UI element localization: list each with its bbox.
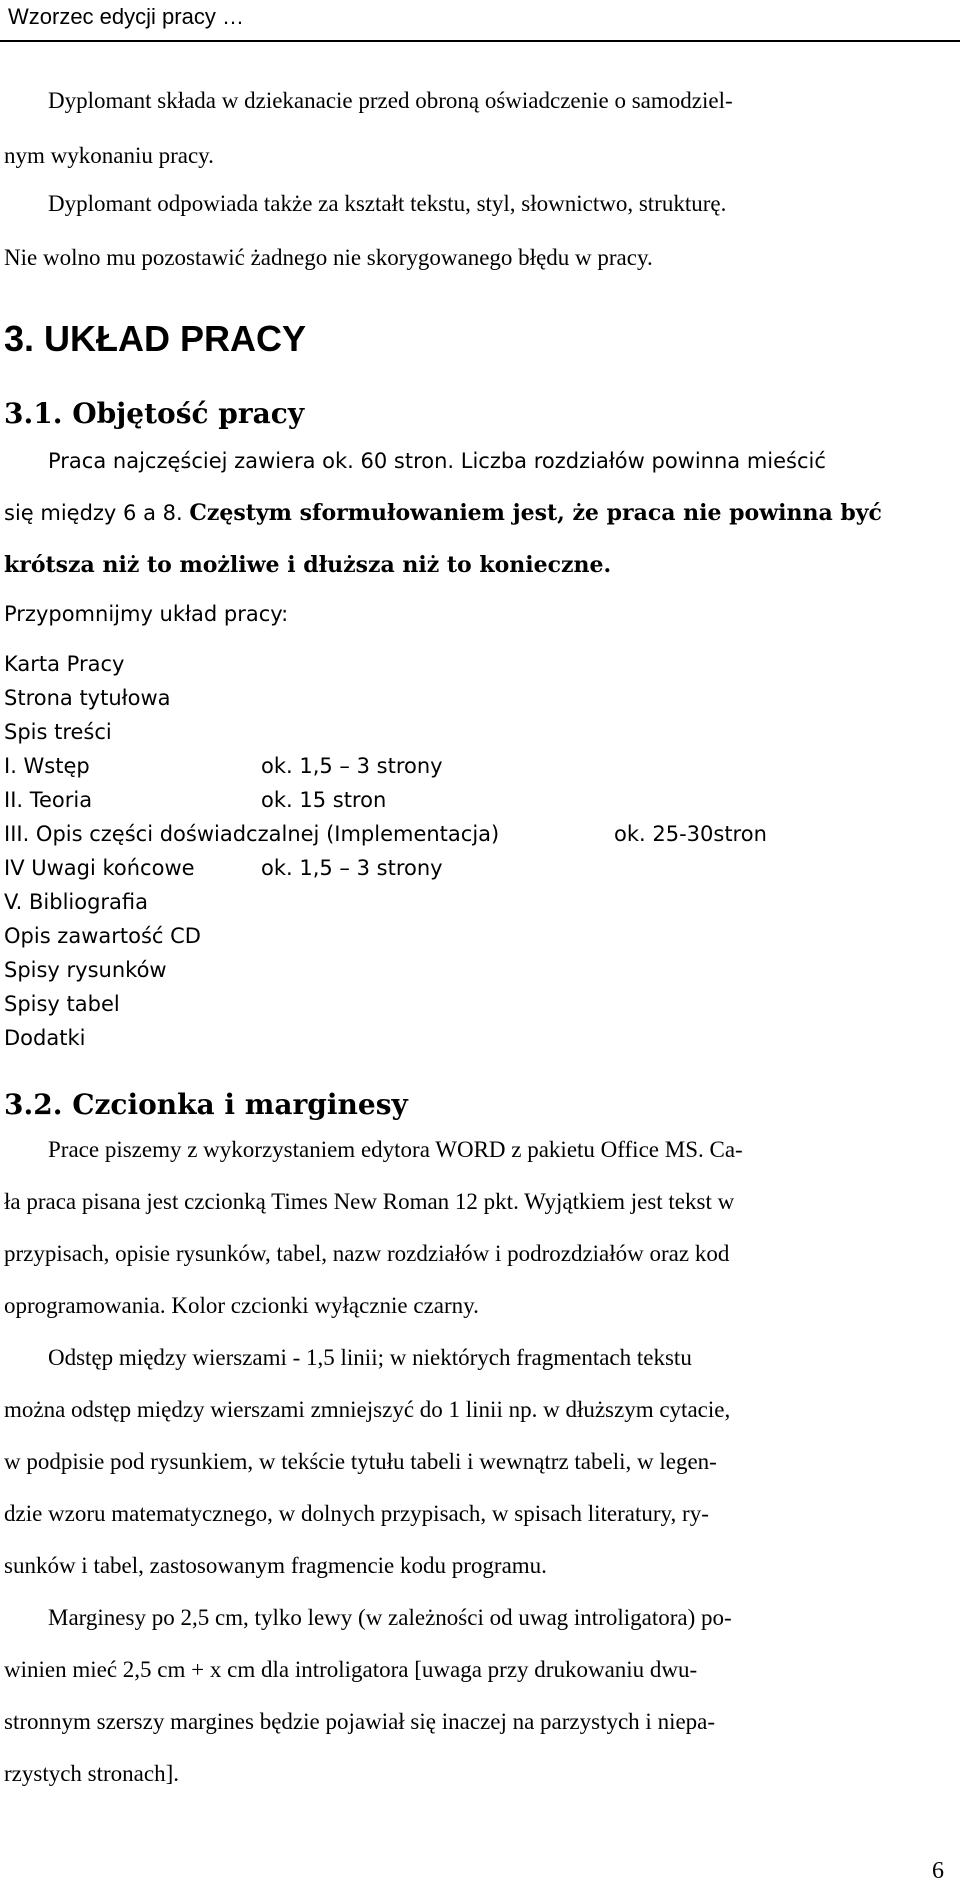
subsection-heading-3-1: 3.1. Objętość pracy [4, 397, 305, 430]
outline-item: Spis treści [4, 720, 112, 744]
outline-item: Opis zawartość CD [4, 924, 201, 948]
spacing-paragraph-line: dzie wzoru matematycznego, w dolnych przypisach, w spisach literatury, ry- [4, 1501, 709, 1526]
outline-item: V. Bibliografia [4, 890, 149, 914]
chapters-range-text: się między 6 a 8. [4, 501, 190, 525]
spacing-paragraph-line: można odstęp między wierszami zmniejszyć do 1 linii np. w dłuższym cytacie, [4, 1397, 731, 1422]
outline-item: Spisy tabel [4, 992, 120, 1016]
intro-line-4: Nie wolno mu pozostawić żadnego nie skorygowanego błędu w pracy. [4, 245, 653, 270]
body-line-volume-1: Praca najczęściej zawiera ok. 60 stron. Liczba rozdziałów powinna mieścić [48, 449, 826, 473]
outline-item: III. Opis części doświadczalnej (Implementacja) [4, 822, 500, 846]
emphasis-text-continued: krótsza niż to możliwe i dłuższa niż to konieczne. [4, 552, 612, 578]
intro-line-1: Dyplomant składa w dziekanacie przed obroną oświadczenie o samodziel- [48, 88, 733, 113]
font-paragraph-line: ła praca pisana jest czcionką Times New Roman 12 pkt. Wyjątkiem jest tekst w [4, 1189, 735, 1214]
outline-item-note: ok. 25-30stron [614, 822, 767, 846]
spacing-paragraph-line: Odstęp między wierszami - 1,5 linii; w niektórych fragmentach tekstu [48, 1345, 692, 1370]
outline-item-note: ok. 1,5 – 3 strony [261, 856, 443, 880]
outline-item: II. Teoria [4, 788, 93, 812]
emphasis-text: Częstym sformułowaniem jest, że praca nie powinna być [189, 500, 882, 526]
subsection-heading-3-2: 3.2. Czcionka i marginesy [4, 1088, 408, 1121]
outline-item-note: ok. 15 stron [261, 788, 387, 812]
margins-paragraph-line: stronnym szerszy margines będzie pojawiał się inaczej na parzystych i niepa- [4, 1709, 716, 1734]
page-number: 6 [932, 1858, 944, 1884]
font-paragraph-line: przypisach, opisie rysunków, tabel, nazw rozdziałów i podrozdziałów oraz kod [4, 1241, 730, 1266]
outline-item: IV Uwagi końcowe [4, 856, 195, 880]
outline-item: Strona tytułowa [4, 686, 171, 710]
spacing-paragraph-line: w podpisie pod rysunkiem, w tekście tytułu tabeli i wewnątrz tabeli, w legen- [4, 1449, 717, 1474]
outline-item: Spisy rysunków [4, 958, 167, 982]
margins-paragraph-line: rzystych stronach]. [4, 1761, 179, 1786]
running-header: Wzorzec edycji pracy … [8, 4, 244, 29]
spacing-paragraph-line: sunków i tabel, zastosowanym fragmencie kodu programu. [4, 1553, 547, 1578]
outline-item: Dodatki [4, 1026, 86, 1050]
outline-item: I. Wstęp [4, 754, 90, 778]
outline-item: Karta Pracy [4, 652, 125, 676]
body-line-volume-2 [4, 500, 882, 526]
margins-paragraph-line: Marginesy po 2,5 cm, tylko lewy (w zależności od uwag introligatora) po- [48, 1605, 732, 1630]
section-heading: 3. UKŁAD PRACY [4, 318, 307, 359]
font-paragraph-line: oprogramowania. Kolor czcionki wyłącznie czarny. [4, 1293, 479, 1318]
margins-paragraph-line: winien mieć 2,5 cm + x cm dla introligatora [uwaga przy drukowaniu dwu- [4, 1657, 698, 1682]
header-rule [0, 40, 960, 42]
outline-item-note: ok. 1,5 – 3 strony [261, 754, 443, 778]
intro-line-3: Dyplomant odpowiada także za kształt tekstu, styl, słownictwo, strukturę. [48, 191, 727, 216]
intro-line-2: nym wykonaniu pracy. [4, 143, 214, 168]
font-paragraph-line: Prace piszemy z wykorzystaniem edytora WORD z pakietu Office MS. Ca- [48, 1137, 743, 1162]
outline-intro: Przypomnijmy układ pracy: [4, 602, 289, 626]
